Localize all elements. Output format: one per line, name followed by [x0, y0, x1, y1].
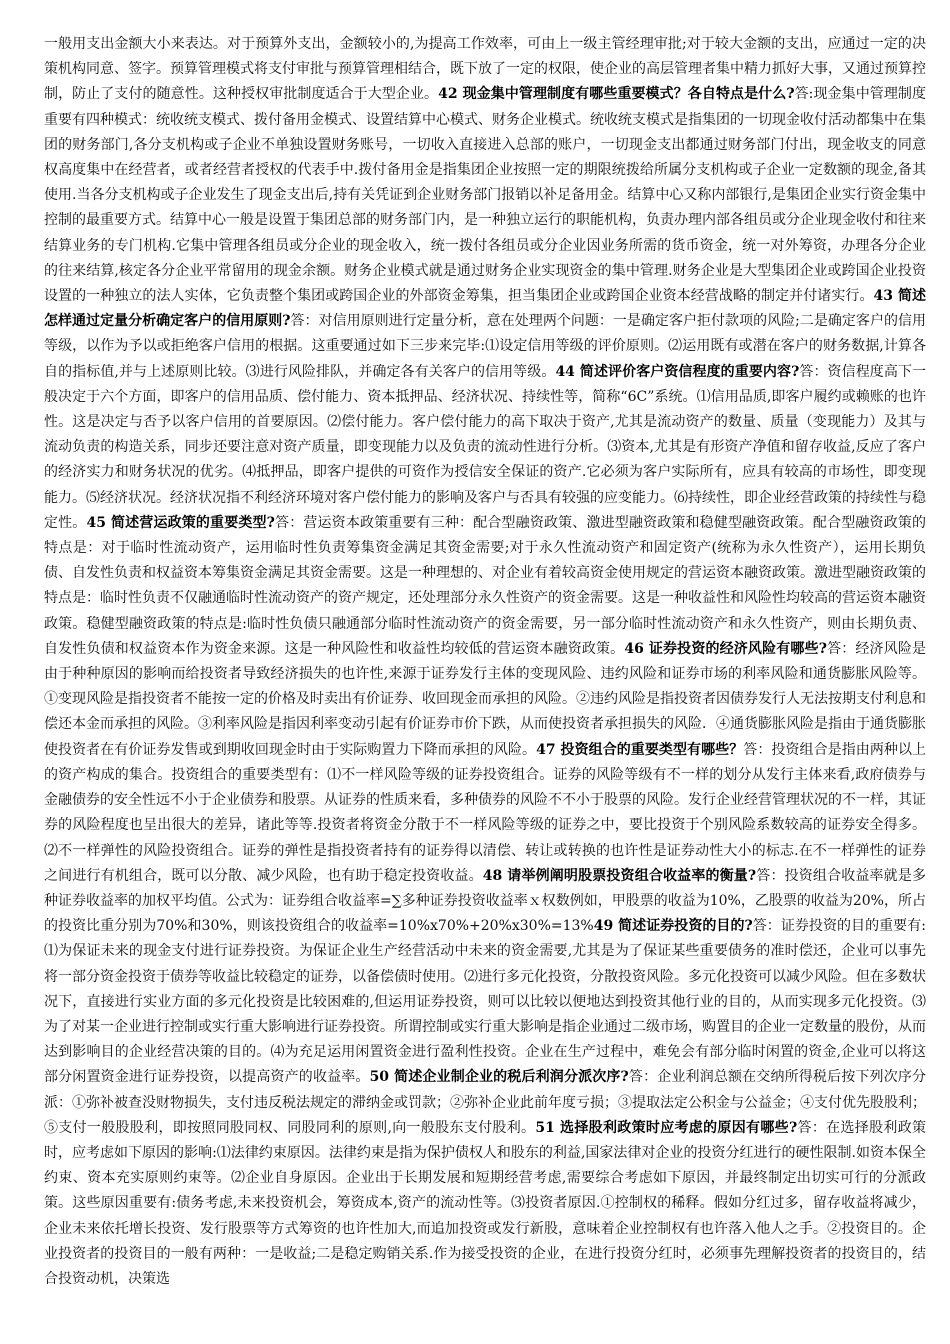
text-segment: 答：投资组合收益率就是多种证券收益率的加权平均值。公式为：证券组合收益率=∑多种证券投资收益率ｘ权数例如，甲股票的收益为10%，乙股票的收益为20%，所占的投资比重分别为70%和30%，则该投资组合的收益率=10%x70%+20%x30%=13% — [44, 867, 926, 935]
text-segment: 答：营运资本政策重要有三种：配合型融资政策、激进型融资政策和稳健型融资政策。配合型融资政策的特点是：对于临时性流动资产，运用临时性负责筹集资金满足其资金需要;对于永久性流动资产和固定资产(统称为永久性资产），运用长期负债、自发性负责和权益资本筹集资金满足其资金需要。这是一种理想的、对企业有着较高资金使用规定的营运资本融资政策。激进型融资政策的特点是：临时性负责不仅融通临时性流动资产的资产规定，还处理部分永久性资产的资金需要。这是一种收益性和风险性均较高的营运资本融资政策。稳健型融资政策的特点是:临时性负债只融通部分临时性流动资产的资金需要，另一部分临时性流动资产和永久性资产，则由长期负责、自发性负债和权益资本作为资金来源。这是一种风险性和收益性均较低的营运资本融资政策。 — [44, 514, 927, 657]
question-heading-49: 49 简述证券投资的目的? — [593, 918, 753, 935]
text-segment: 答：证券投资的目的重要有:⑴为保证未来的现金支付进行证券投资。为保证企业生产经营活动中未来的资金需要,尤其是为了保证某些重要债务的准时偿还，企业可以事先将一部分资金投资于债券等收益比较稳定的证券，以备偿债时使用。⑵进行多元化投资，分散投资风险。多元化投资可以减少风险。但在多数状况下，直接进行实业方面的多元化投资是比较困难的,但运用证券投资，则可以比较以便地达到投资其他行业的目的，从而实现多元化投资。⑶为了对某一企业进行控制或实行重大影响进行证券投资。所谓控制或实行重大影响是指企业通过二级市场，购置目的企业一定数量的股份，从而达到影响目的企业经营决策的目的。⑷为充足运用闲置资金进行盈利性投资。企业在生产过程中，难免会有部分临时闲置的资金,企业可以将这部分闲置资金进行证券投资，以提高资产的收益率。 — [44, 918, 926, 1086]
text-segment: 答:现金集中管理制度重要有四种模式：统收统支模式、拨付备用金模式、设置结算中心模式、财务企业模式。统收统支模式是指集团的一切现金收付活动都集中在集团的财务部门,各分支机构或子企业不单独设置财务账号，一切收入直接进入总部的账户，一切现金支出都通过财务部门付出，现金收支的同意权高度集中在经营者，或者经营者授权的代表手中.拨付备用金是指集团企业按照一定的期限统拨给所属分支机构或子企业一定数额的现金,备其使用.当各分支机构或子企业发生了现金支出后,持有关凭证到企业财务部门报销以补足备用金。结算中心又称内部银行,是集团企业实行资金集中控制的最重要方式。结算中心一般是设置于集团总部的财务部门内，是一种独立运行的职能机构，负责办理内部各组员或分企业现金收付和往来结算业务的专门机构.它集中管理各组员或分企业的现金收入，统一拨付各组员或分企业因业务所需的货币资金，统一对外筹资，办理各分企业的往来结算,核定各分企业平常留用的现金余额。财务企业模式就是通过财务企业实现资金的集中管理.财务企业是大型集团企业或跨国企业投资设置的一种独立的法人实体，它负责整个集团或跨国企业的外部资金筹集，担当集团企业或跨国企业资本经营战略的制定并付诸实行。 — [44, 86, 927, 305]
text-segment: 答：企业利润总额在交纳所得税后按下列次序分派：①弥补被查没财物损失，支付违反税法规定的滞纳金或罚款；②弥补企业此前年度亏损；③提取法定公积金与公益金；④支付优先股股利；⑤支付一般股股利，即按照同股同权、同股同利的原则,向一般股东支付股利。 — [44, 1069, 927, 1136]
text-segment: 答：在选择股利政策时，应考虑如下原因的影响:⑴法律约束原因。法律约束是指为保护债权人和股东的利益,国家法律对企业的投资分红进行的硬性限制.如资本保全约束、资本充实原则约束等。⑵企业自身原因。企业出于长期发展和短期经营考虑,需要综合考虑如下原因，并最终制定出切实可行的分派政策。这些原因重要有:债务考虑,未来投资机会，筹资成本,资产的流动性等。⑶投资者原因.①控制权的稀释。假如分红过多，留存收益将减少，企业未来依托增长投资、发行股票等方式筹资的也许性加大,而追加投资或发行新股，意味着企业控制权有也许落入他人之手。②投资目的。企业投资者的投资目的一般有两种：一是收益;二是稳定购销关系.作为接受投资的企业，在进行投资分红时，必须事先理解投资者的投资目的，结合投资动机，决策选 — [44, 1119, 927, 1287]
text-segment: 答：投资组合是指由两种以上的资产构成的集合。投资组合的重要类型有：⑴不一样风险等级的证券投资组合。证券的风险等级有不一样的划分从发行主体来看,政府债券与金融债券的安全性远不小于企业债券和股票。从证券的性质来看，多种债券的风险不不小于股票的风险。发行企业经营管理状况的不一样，其证券的风险程度也呈出很大的差异，诸此等等.投资者将资金分散于不一样风险等级的证券之中，要比投资于个别风险系数较高的证券安全得多。⑵不一样弹性的风险投资组合。证券的弹性是指投资者持有的证券得以清偿、转让或转换的也许性是证券动性大小的标志.在不一样弹性的证券之间进行有机组合，既可以分散、减少风险，也有助于稳定投资收益。 — [44, 741, 927, 884]
question-heading-50: 50 简述企业制企业的税后利润分派次序? — [369, 1069, 629, 1086]
question-heading-45: 45 简述营运政策的重要类型? — [86, 514, 275, 531]
question-heading-44: 44 简述评价客户资信程度的重要内容? — [555, 363, 800, 380]
question-heading-46: 46 证券投资的经济风险有哪些? — [624, 640, 827, 657]
text-segment: 一般用支出金额大小来表达。对于预算外支出，金额较小的,为提高工作效率，可由上一级主管经理审批;对于较大金额的支出，应通过一定的决策机构同意、签字。预算管理模式将支付审批与预算管理相结合，既下放了一定的权限，使企业的高层管理者集中精力抓好大事，又通过预算控制，防止了支付的随意性。这种授权审批制度适合于大型企业。 — [44, 36, 926, 103]
text-segment: 答：对信用原则进行定量分析，意在处理两个问题：一是确定客户拒付款项的风险;二是确定客户的信用等级，以作为予以或拒绝客户信用的根据。这重要通过如下三步来完毕:⑴设定信用等级的评价原则。⑵运用既有或潜在客户的财务数据,计算各自的指标值,并与上述原则比较。⑶进行风险排队，并确定各有关客户的信用等级。 — [44, 313, 927, 380]
text-segment: 答：经济风险是由于种种原因的影响而给投资者导致经济损失的也许性,来源于证券发行主体的变现风险、违约风险和证券市场的利率风险和通货膨胀风险等。①变现风险是指投资者不能按一定的价格及时卖出有价证券、收回现金而承担的风险。②违约风险是指投资者因债券发行人无法按期支付利息和偿还本金而承担的风险。③利率风险是指因利率变动引起有价证券市价下跌，从而使投资者承担损失的风险．④通货膨胀风险是指由于通货膨胀使投资者在有价证券发售或到期收回现金时由于实际购置力下降而承担的风险。 — [44, 640, 927, 758]
body-text — [44, 32, 926, 1292]
text-segment: 答：资信程度高下一般决定于六个方面，即客户的信用品质、偿付能力、资本抵押品、经济状况、持续性等，简称“6C”系统。⑴信用品质,即客户履约或赖账的也许性。这是决定与否予以客户信用的首要原因。⑵偿付能力。客户偿付能力的高下取决于资产,尤其是流动资产的数量、质量（变现能力）及其与流动负责的构造关系，同步还要注意对资产质量，即变现能力以及负责的流动性进行分析。⑶资本,尤其是有形资产净值和留存收益,反应了客户的经济实力和财务状况的优劣。⑷抵押品，即客户提供的可资作为授信安全保证的资产.它必须为客户实际所有，应具有较高的市场性，即变现能力。⑸经济状况。经济状况指不利经济环境对客户偿付能力的影响及客户与否具有较强的应变能力。⑹持续性，即企业经营政策的持续性与稳定性。 — [44, 363, 927, 531]
question-heading-48: 48 请举例阐明股票投资组合收益率的衡量? — [482, 867, 757, 884]
question-heading-43: 43 简述怎样通过定量分析确定客户的信用原则? — [44, 288, 927, 330]
question-heading-42: 42 现金集中管理制度有哪些重要模式？各自特点是什么? — [438, 86, 795, 103]
question-heading-47: 47 投资组合的重要类型有哪些？ — [536, 741, 744, 758]
question-heading-51: 51 选择股利政策时应考虑的原因有哪些? — [535, 1119, 798, 1136]
